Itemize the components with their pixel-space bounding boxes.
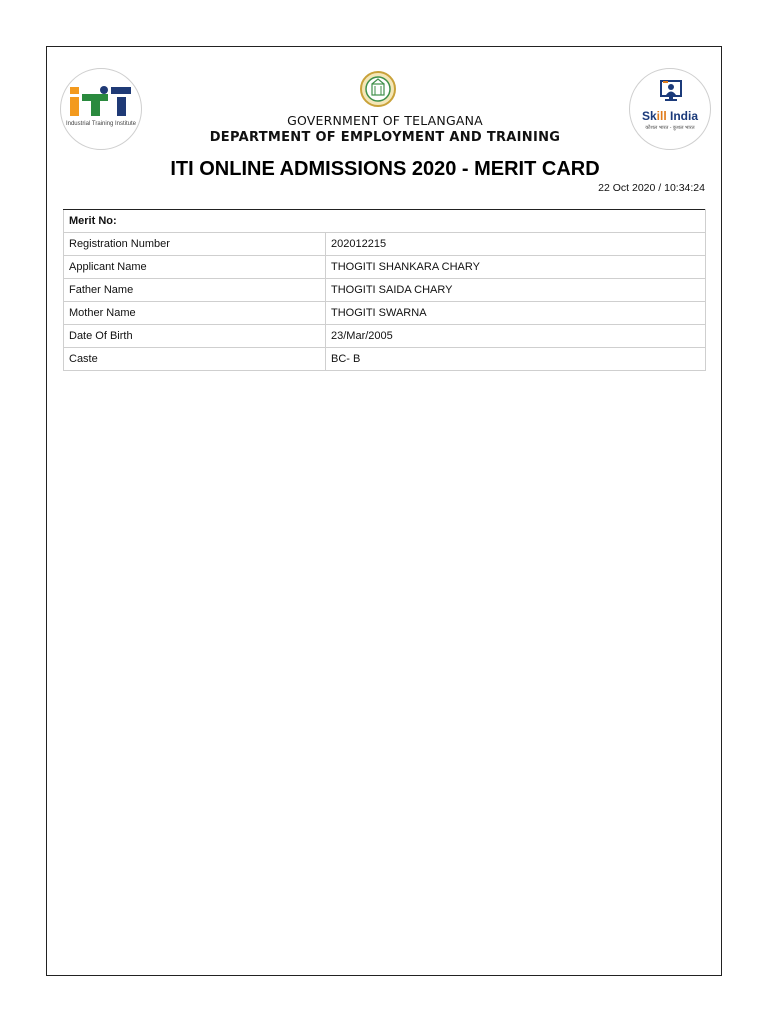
field-value: BC- B (326, 348, 706, 371)
iti-logo-caption: Industrial Training Institute (65, 121, 137, 127)
skill-india-monitor-icon (659, 79, 683, 103)
field-label: Registration Number (64, 233, 326, 256)
skill-india-wordmark: Skill India (641, 109, 699, 123)
field-value: 202012215 (326, 233, 706, 256)
skill-india-logo (629, 68, 711, 150)
field-label: Applicant Name (64, 256, 326, 279)
department-name: DEPARTMENT OF EMPLOYMENT AND TRAINING (209, 130, 561, 145)
page-title: ITI ONLINE ADMISSIONS 2020 - MERIT CARD (170, 158, 600, 180)
merit-details-table (63, 209, 706, 371)
iti-logo-icon (68, 85, 134, 117)
table-row (64, 233, 706, 256)
table-row (64, 325, 706, 348)
iti-logo (60, 68, 142, 150)
telangana-emblem-icon (360, 71, 396, 107)
table-row (64, 302, 706, 325)
field-label: Date Of Birth (64, 325, 326, 348)
field-value: 23/Mar/2005 (326, 325, 706, 348)
field-value: THOGITI SAIDA CHARY (326, 279, 706, 302)
table-row (64, 256, 706, 279)
field-value: THOGITI SHANKARA CHARY (326, 256, 706, 279)
skill-india-tagline: कौशल भारत - कुशल भारत (645, 125, 695, 131)
merit-card-page (46, 46, 722, 976)
field-label: Caste (64, 348, 326, 371)
field-label: Father Name (64, 279, 326, 302)
table-row (64, 279, 706, 302)
field-value: THOGITI SWARNA (326, 302, 706, 325)
generated-timestamp: 22 Oct 2020 / 10:34:24 (598, 182, 705, 194)
field-label: Mother Name (64, 302, 326, 325)
government-name: GOVERNMENT OF TELANGANA (287, 113, 483, 128)
table-row (64, 348, 706, 371)
merit-number-label: Merit No: (64, 210, 706, 233)
merit-number-row (64, 210, 706, 233)
